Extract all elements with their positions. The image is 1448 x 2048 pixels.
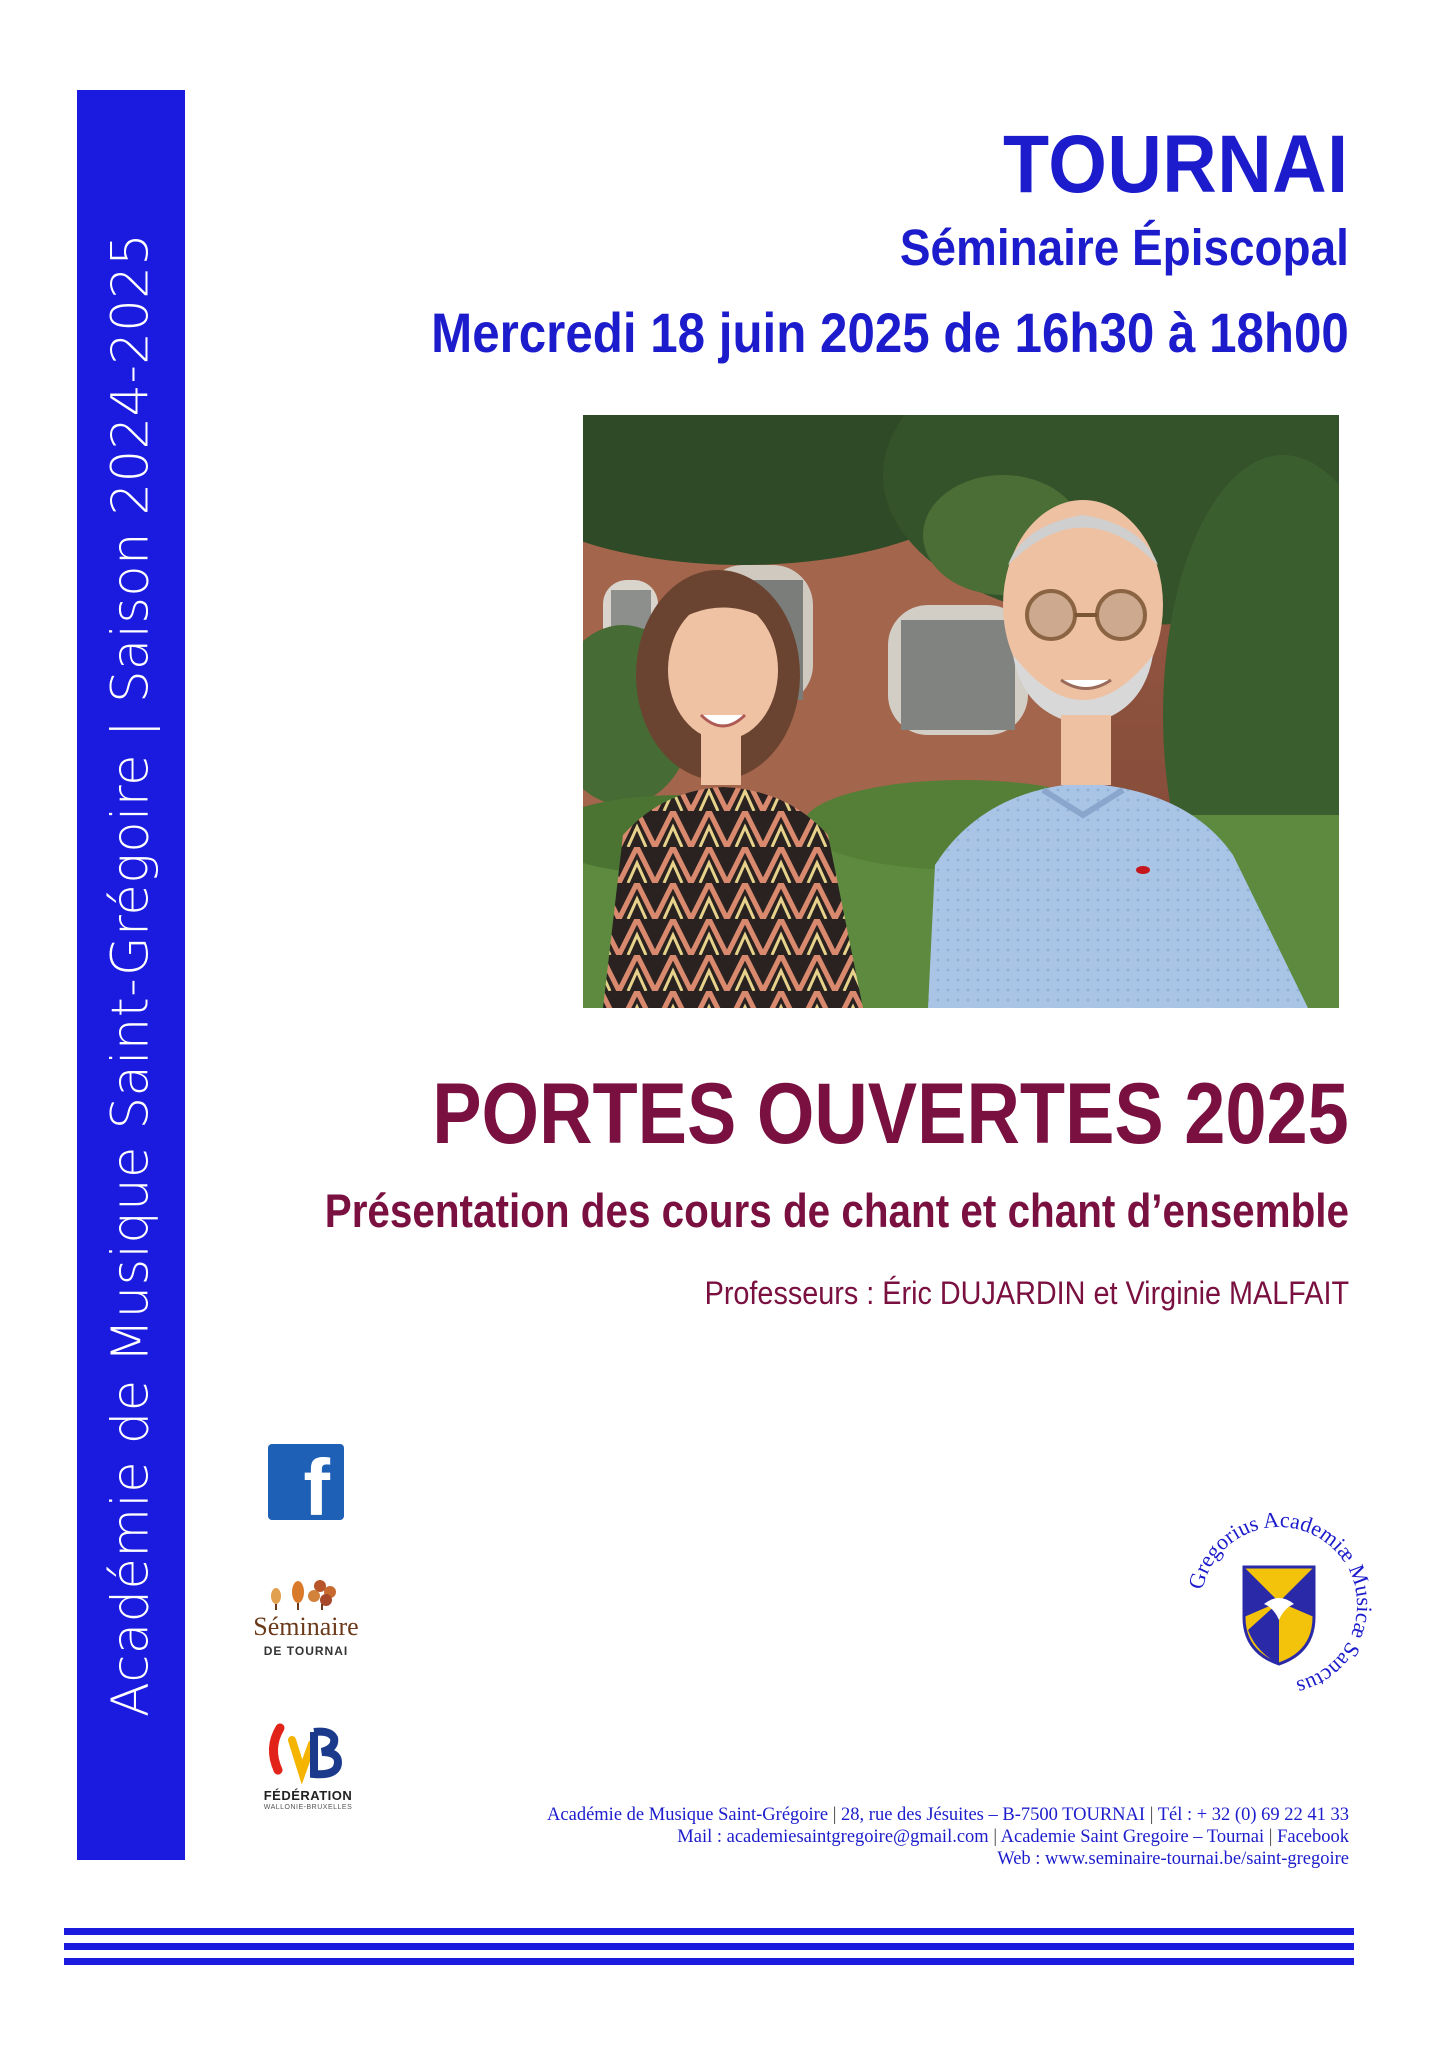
footer-facebook-page: Academie Saint Gregoire – Tournai: [1000, 1827, 1265, 1847]
footer-address: 28, rue des Jésuites – B-7500 TOURNAI: [841, 1805, 1146, 1825]
city-title: TOURNAI: [1003, 119, 1349, 210]
sidebar-title: Académie de Musique Saint-Grégoire | Saison 2024-2025: [101, 232, 161, 1718]
event-title: PORTES OUVERTES 2025: [432, 1066, 1349, 1162]
footer-separator: |: [1149, 1805, 1154, 1825]
venue-title: Séminaire Épiscopal: [900, 219, 1349, 276]
seminaire-emblem-icon: [250, 1572, 362, 1612]
sidebar-banner: [77, 90, 185, 1860]
photo-illustration: [583, 415, 1339, 1008]
footer-web[interactable]: Web : www.seminaire-tournai.be/saint-gregoire: [997, 1849, 1349, 1869]
fwb-subtitle: WALLONIE-BRUXELLES: [263, 1804, 353, 1811]
academy-seal: [1186, 1512, 1372, 1698]
footer-academy: Académie de Musique Saint-Grégoire: [547, 1805, 829, 1825]
facebook-letter: f: [303, 1443, 330, 1532]
gregorius-seal-icon: [1186, 1512, 1372, 1698]
seminaire-logo: [250, 1572, 362, 1658]
footer-facebook-label: Facebook: [1277, 1827, 1349, 1847]
footer-phone: Tél : + 32 (0) 69 22 41 33: [1157, 1805, 1349, 1825]
seminaire-name: Séminaire: [253, 1612, 359, 1641]
teachers-photo: [583, 415, 1339, 1008]
event-date: Mercredi 18 juin 2025 de 16h30 à 18h00: [431, 301, 1349, 364]
footer-mail[interactable]: Mail : academiesaintgregoire@gmail.com: [677, 1827, 989, 1847]
facebook-icon[interactable]: [268, 1443, 344, 1532]
teachers-line: Professeurs : Éric DUJARDIN et Virginie MALFAIT: [704, 1275, 1349, 1311]
fwb-name: FÉDÉRATION: [263, 1788, 353, 1803]
footer-separator: |: [993, 1827, 998, 1847]
bottom-stripe-2: [64, 1943, 1354, 1950]
seal-text: regorius Academiæ M æ Sanctus: [1188, 1512, 1372, 1698]
footer-separator: |: [1268, 1827, 1273, 1847]
seminaire-subtitle: DE TOURNAI: [263, 1644, 349, 1658]
bottom-stripe-3: [64, 1958, 1354, 1965]
federation-logo: [258, 1718, 358, 1814]
bottom-stripe-1: [64, 1928, 1354, 1935]
fwb-emblem-icon: [258, 1718, 358, 1784]
footer-line-1: [547, 1805, 1349, 1826]
footer-line-3: [997, 1849, 1349, 1870]
footer-separator: |: [832, 1805, 837, 1825]
footer-line-2: [677, 1827, 1349, 1848]
event-subtitle: Présentation des cours de chant et chant d’ensemble: [324, 1184, 1349, 1237]
